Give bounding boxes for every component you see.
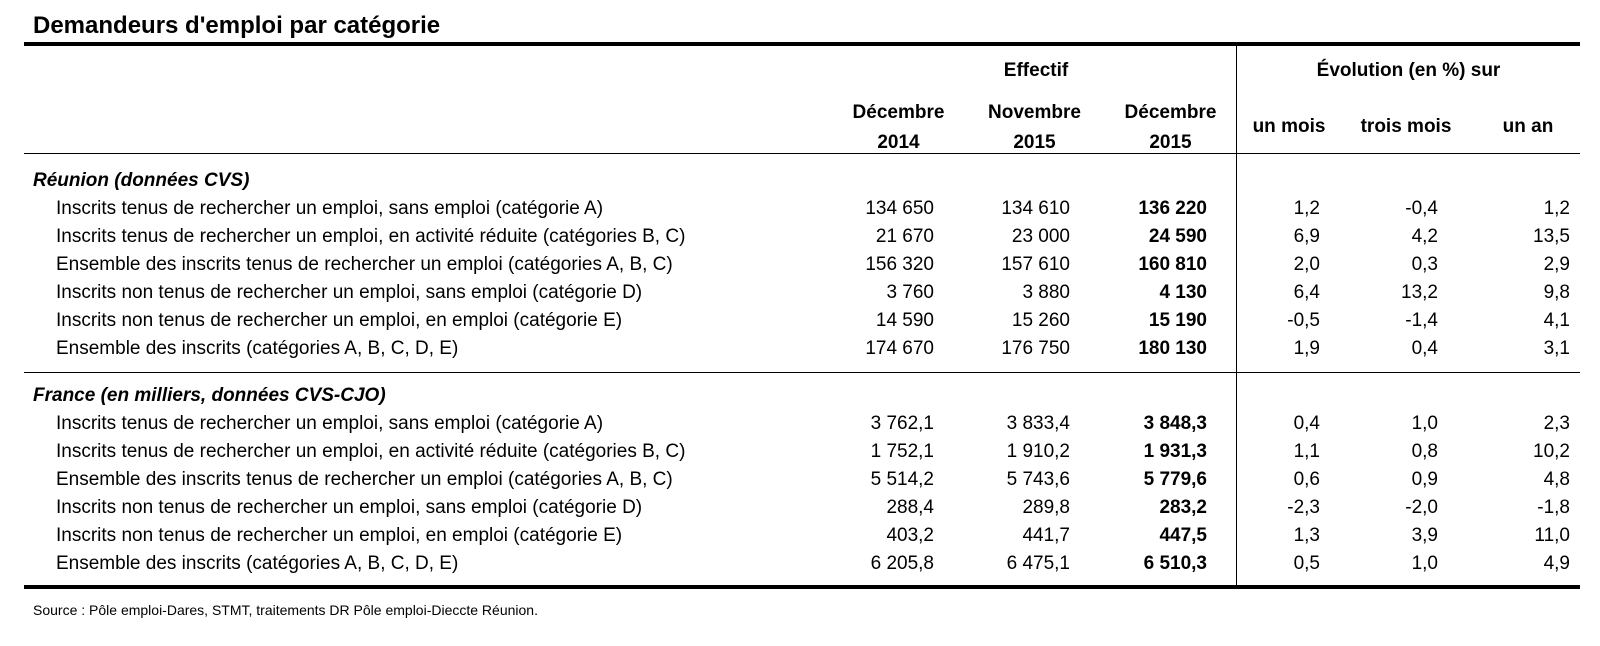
effectif-header: Effectif <box>1003 60 1069 81</box>
table-row <box>0 410 1600 438</box>
row-value: 2,9 <box>1543 254 1570 275</box>
row-value: 15 260 <box>1011 310 1070 331</box>
row-value: 6,9 <box>1293 226 1320 247</box>
row-value: 6,4 <box>1293 282 1320 303</box>
row-value: 5 779,6 <box>1143 469 1207 490</box>
header-rule <box>24 153 1580 154</box>
row-value: 0,9 <box>1411 469 1438 490</box>
row-label: Inscrits tenus de rechercher un emploi, en activité réduite (catégories B, C) <box>56 226 686 247</box>
row-value: 13,2 <box>1401 282 1438 303</box>
table-row <box>0 251 1600 279</box>
row-value: 3 833,4 <box>1006 413 1070 434</box>
section-title-france: France (en milliers, données CVS-CJO) <box>33 385 386 406</box>
row-value: 0,4 <box>1411 338 1438 359</box>
row-value: 1,0 <box>1411 553 1438 574</box>
table-row <box>0 195 1600 223</box>
col-dec-2014-month: Décembre <box>852 102 945 123</box>
col-un-an-header: un an <box>1502 116 1554 137</box>
section-separator <box>24 372 1580 373</box>
row-value: 1,2 <box>1293 198 1320 219</box>
table-row <box>0 494 1600 522</box>
evolution-header: Évolution (en %) sur <box>1316 60 1501 81</box>
row-value: 3 762,1 <box>870 413 934 434</box>
row-label: Inscrits non tenus de rechercher un emploi, en emploi (catégorie E) <box>56 525 623 546</box>
row-label: Inscrits tenus de rechercher un emploi, sans emploi (catégorie A) <box>56 413 604 434</box>
row-value: 6 475,1 <box>1006 553 1070 574</box>
row-value: 134 650 <box>865 198 934 219</box>
row-value: 156 320 <box>865 254 934 275</box>
row-label: Ensemble des inscrits (catégories A, B, C, D, E) <box>56 338 459 359</box>
row-value: 4 130 <box>1159 282 1207 303</box>
row-value: 15 190 <box>1148 310 1207 331</box>
row-value: 4,8 <box>1543 469 1570 490</box>
row-label: Ensemble des inscrits (catégories A, B, C, D, E) <box>56 553 459 574</box>
row-value: 0,6 <box>1293 469 1320 490</box>
row-value: 3,9 <box>1411 525 1438 546</box>
source-note: Source : Pôle emploi-Dares, STMT, traitements DR Pôle emploi-Dieccte Réunion. <box>33 602 538 618</box>
row-value: 441,7 <box>1022 525 1070 546</box>
row-value: 5 743,6 <box>1006 469 1070 490</box>
row-value: 283,2 <box>1159 497 1207 518</box>
col-nov-2015-year: 2015 <box>1013 132 1056 153</box>
row-label: Inscrits tenus de rechercher un emploi, en activité réduite (catégories B, C) <box>56 441 686 462</box>
col-dec-2014-header <box>836 98 961 158</box>
row-value: 1,3 <box>1293 525 1320 546</box>
row-value: 4,1 <box>1543 310 1570 331</box>
row-value: -1,4 <box>1405 310 1438 331</box>
col-dec-2014-year: 2014 <box>877 132 920 153</box>
row-value: 1,1 <box>1293 441 1320 462</box>
table-row <box>0 466 1600 494</box>
row-label: Inscrits non tenus de rechercher un emploi, en emploi (catégorie E) <box>56 310 623 331</box>
row-value: 4,2 <box>1411 226 1438 247</box>
bottom-rule <box>24 585 1580 589</box>
row-label: Ensemble des inscrits tenus de rechercher un emploi (catégories A, B, C) <box>56 254 673 275</box>
row-value: 14 590 <box>875 310 934 331</box>
row-value: 1 910,2 <box>1006 441 1070 462</box>
col-dec-2015-year: 2015 <box>1149 132 1192 153</box>
row-value: 6 205,8 <box>870 553 934 574</box>
row-value: 4,9 <box>1543 553 1570 574</box>
row-value: 21 670 <box>875 226 934 247</box>
row-value: 9,8 <box>1543 282 1570 303</box>
row-value: 180 130 <box>1138 338 1207 359</box>
row-value: 3,1 <box>1543 338 1570 359</box>
row-value: 24 590 <box>1148 226 1207 247</box>
table-row <box>0 279 1600 307</box>
table-row <box>0 522 1600 550</box>
row-value: 447,5 <box>1159 525 1207 546</box>
row-value: 11,0 <box>1534 525 1570 546</box>
row-label: Inscrits tenus de rechercher un emploi, sans emploi (catégorie A) <box>56 198 604 219</box>
row-value: -0,5 <box>1287 310 1320 331</box>
row-value: 23 000 <box>1011 226 1070 247</box>
row-value: 1,2 <box>1543 198 1570 219</box>
row-label: Inscrits non tenus de rechercher un emploi, sans emploi (catégorie D) <box>56 497 643 518</box>
table-row <box>0 223 1600 251</box>
row-value: 3 848,3 <box>1143 413 1207 434</box>
top-rule <box>24 42 1580 46</box>
row-value: -0,4 <box>1405 198 1438 219</box>
row-value: 288,4 <box>886 497 934 518</box>
row-value: 13,5 <box>1533 226 1570 247</box>
col-nov-2015-month: Novembre <box>988 102 1081 123</box>
col-nov-2015-header <box>972 98 1097 158</box>
row-value: 134 610 <box>1001 198 1070 219</box>
col-dec-2015-month: Décembre <box>1124 102 1217 123</box>
row-value: 160 810 <box>1138 254 1207 275</box>
row-value: 289,8 <box>1022 497 1070 518</box>
table-row <box>0 438 1600 466</box>
row-value: 174 670 <box>865 338 934 359</box>
row-value: -2,0 <box>1405 497 1438 518</box>
row-value: 176 750 <box>1001 338 1070 359</box>
row-value: 1 931,3 <box>1143 441 1207 462</box>
row-value: 1,0 <box>1411 413 1438 434</box>
row-value: -1,8 <box>1537 497 1570 518</box>
page-title: Demandeurs d'emploi par catégorie <box>33 12 441 39</box>
table-row <box>0 307 1600 335</box>
row-label: Ensemble des inscrits tenus de rechercher un emploi (catégories A, B, C) <box>56 469 673 490</box>
row-value: -2,3 <box>1287 497 1320 518</box>
section-title-reunion: Réunion (données CVS) <box>33 170 250 191</box>
row-label: Inscrits non tenus de rechercher un emploi, sans emploi (catégorie D) <box>56 282 643 303</box>
table-row <box>0 335 1600 363</box>
row-value: 2,0 <box>1293 254 1320 275</box>
row-value: 1 752,1 <box>870 441 934 462</box>
row-value: 0,5 <box>1293 553 1320 574</box>
row-value: 1,9 <box>1293 338 1320 359</box>
row-value: 157 610 <box>1001 254 1070 275</box>
row-value: 6 510,3 <box>1143 553 1207 574</box>
row-value: 403,2 <box>886 525 934 546</box>
row-value: 0,4 <box>1293 413 1320 434</box>
col-dec-2015-header <box>1108 98 1233 158</box>
row-value: 10,2 <box>1533 441 1570 462</box>
col-un-mois-header: un mois <box>1252 116 1326 137</box>
row-value: 0,3 <box>1411 254 1438 275</box>
row-value: 3 760 <box>886 282 934 303</box>
row-value: 2,3 <box>1543 413 1570 434</box>
row-value: 0,8 <box>1411 441 1438 462</box>
col-trois-mois-header: trois mois <box>1360 116 1452 137</box>
row-value: 136 220 <box>1138 198 1207 219</box>
table-row <box>0 550 1600 578</box>
row-value: 3 880 <box>1022 282 1070 303</box>
row-value: 5 514,2 <box>870 469 934 490</box>
